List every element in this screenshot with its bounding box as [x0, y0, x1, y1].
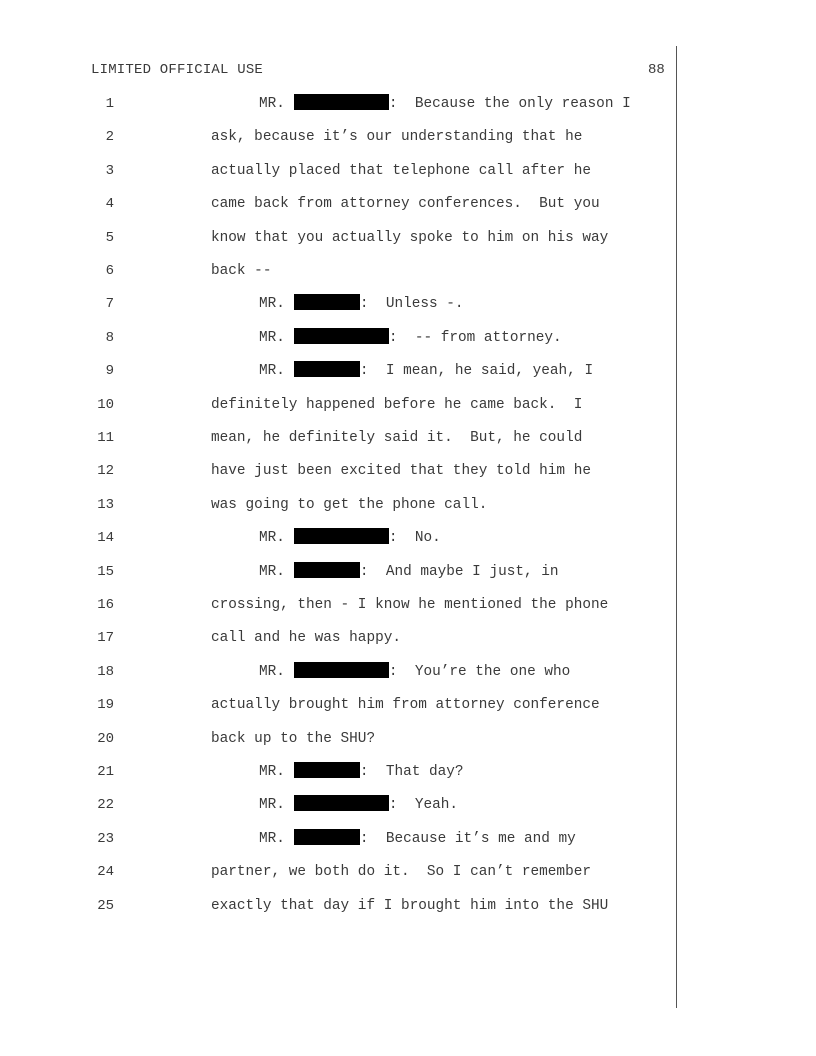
- transcript-line: [0, 427, 676, 449]
- line-number: 2: [105, 129, 114, 146]
- transcript-line: [0, 394, 676, 416]
- transcript-line: [0, 293, 676, 315]
- line-text: : Yeah.: [388, 797, 459, 814]
- line-text: came back from attorney conferences. But you: [211, 196, 600, 213]
- line-number: 3: [105, 162, 114, 179]
- line-number: 15: [97, 563, 114, 580]
- line-text: call and he was happy.: [211, 630, 401, 647]
- line-number: 23: [97, 830, 114, 847]
- transcript-line: [0, 360, 676, 382]
- redaction-block: [294, 528, 389, 544]
- transcript-line: [0, 594, 676, 616]
- line-text: definitely happened before he came back. I: [211, 396, 583, 413]
- line-number: 25: [97, 897, 114, 914]
- line-text: exactly that day if I brought him into the SHU: [211, 897, 609, 914]
- redaction-block: [294, 795, 389, 811]
- line-number: 4: [105, 196, 114, 213]
- line-text: mean, he definitely said it. But, he could: [211, 430, 583, 446]
- transcript-line: [0, 93, 676, 115]
- line-text: actually brought him from attorney conference: [211, 697, 600, 714]
- transcript-line: [0, 193, 676, 215]
- transcript-line: [0, 728, 676, 750]
- line-number: 14: [97, 530, 114, 547]
- speaker-line: [259, 527, 441, 549]
- line-text: was going to get the phone call.: [211, 496, 488, 513]
- speaker-honorific: MR.: [259, 563, 285, 580]
- transcript-line: [0, 126, 676, 148]
- line-text: back --: [211, 263, 272, 279]
- line-number: 17: [97, 630, 114, 647]
- transcript-line: [0, 627, 676, 649]
- line-number: 22: [97, 797, 114, 814]
- speaker-honorific: MR.: [259, 797, 285, 814]
- page-number: 88: [648, 62, 665, 78]
- transcript-line: [0, 794, 676, 816]
- redaction-block: [294, 662, 389, 678]
- line-text: : You’re the one who: [388, 663, 571, 680]
- transcript-line: [0, 761, 676, 783]
- speaker-honorific: MR.: [259, 764, 285, 780]
- line-text: : -- from attorney.: [388, 329, 562, 346]
- speaker-honorific: MR.: [259, 530, 285, 547]
- transcript-line: [0, 861, 676, 883]
- line-number: 5: [105, 229, 114, 246]
- line-text: : Because it’s me and my: [359, 830, 576, 847]
- line-text: : That day?: [359, 764, 464, 780]
- line-text: : No.: [388, 530, 441, 547]
- speaker-honorific: MR.: [259, 96, 285, 112]
- line-number: 8: [105, 329, 114, 346]
- transcript-line: [0, 327, 676, 349]
- line-number: 1: [105, 96, 114, 112]
- redaction-block: [294, 361, 360, 377]
- line-number: 7: [105, 296, 114, 313]
- transcript-line: [0, 227, 676, 249]
- line-text: partner, we both do it. So I can’t remember: [211, 864, 591, 881]
- line-text: crossing, then - I know he mentioned the phone: [211, 597, 609, 613]
- transcript-line: [0, 661, 676, 683]
- right-margin-rule: [676, 46, 677, 1008]
- transcript-line: [0, 527, 676, 549]
- line-number: 20: [97, 730, 114, 747]
- line-number: 24: [97, 864, 114, 881]
- line-text: know that you actually spoke to him on his way: [211, 229, 609, 246]
- redaction-block: [294, 562, 360, 578]
- speaker-honorific: MR.: [259, 363, 285, 380]
- line-text: back up to the SHU?: [211, 730, 376, 747]
- line-number: 16: [97, 597, 114, 613]
- redaction-block: [294, 762, 360, 778]
- line-text: ask, because it’s our understanding that he: [211, 129, 583, 146]
- speaker-line: [259, 661, 570, 683]
- classification-header: LIMITED OFFICIAL USE: [91, 62, 264, 78]
- line-number: 10: [97, 396, 114, 413]
- speaker-honorific: MR.: [259, 296, 285, 313]
- redaction-block: [294, 328, 389, 344]
- line-number: 6: [105, 263, 114, 279]
- transcript-line: [0, 260, 676, 282]
- transcript-line: [0, 828, 676, 850]
- speaker-line: [259, 293, 464, 315]
- transcript-line: [0, 494, 676, 516]
- speaker-honorific: MR.: [259, 329, 285, 346]
- redaction-block: [294, 294, 360, 310]
- line-number: 18: [97, 663, 114, 680]
- speaker-line: [259, 561, 559, 583]
- line-text: : I mean, he said, yeah, I: [359, 363, 594, 380]
- speaker-line: [259, 93, 631, 115]
- speaker-line: [259, 761, 464, 783]
- speaker-line: [259, 794, 458, 816]
- line-number: 12: [97, 463, 114, 480]
- line-number: 11: [97, 430, 114, 446]
- line-number: 21: [97, 764, 114, 780]
- line-text: have just been excited that they told him he: [211, 463, 591, 480]
- transcript-line: [0, 160, 676, 182]
- redaction-block: [294, 94, 389, 110]
- speaker-line: [259, 327, 562, 349]
- speaker-honorific: MR.: [259, 830, 285, 847]
- redaction-block: [294, 829, 360, 845]
- line-number: 9: [105, 363, 114, 380]
- transcript-line: [0, 895, 676, 917]
- line-text: : Unless -.: [359, 296, 464, 313]
- line-text: actually placed that telephone call after he: [211, 162, 591, 179]
- transcript-line: [0, 694, 676, 716]
- speaker-line: [259, 828, 576, 850]
- transcript-line: [0, 561, 676, 583]
- line-number: 19: [97, 697, 114, 714]
- line-text: : Because the only reason I: [388, 96, 631, 112]
- speaker-line: [259, 360, 593, 382]
- speaker-honorific: MR.: [259, 663, 285, 680]
- line-number: 13: [97, 496, 114, 513]
- transcript-line: [0, 460, 676, 482]
- line-text: : And maybe I just, in: [359, 563, 559, 580]
